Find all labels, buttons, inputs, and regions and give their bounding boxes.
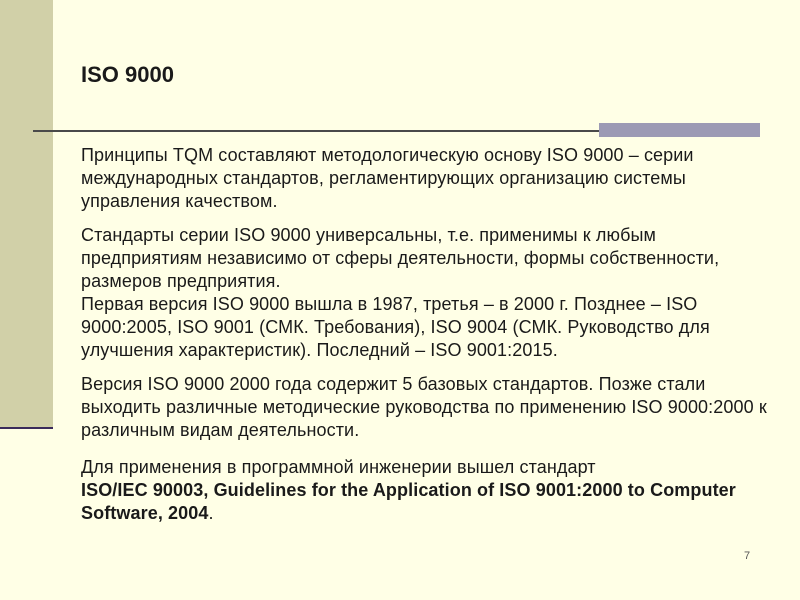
paragraph-standards-universal: Стандарты серии ISO 9000 универсальны, т.е. применимы к любым предприятиям независимо от сферы деятельности, формы собственности, размеров предприятия. xyxy=(81,225,720,291)
slide-title: ISO 9000 xyxy=(81,62,174,87)
title-divider-line xyxy=(33,130,599,132)
paragraph-tqm-principles: Принципы TQM составляют методологическую основу ISO 9000 – серии международных стандартов, регламентирующих организацию системы управления качеством. xyxy=(81,145,694,211)
software-standard-period: . xyxy=(208,503,214,523)
software-standard-name: ISO/IEC 90003, Guidelines for the Application of ISO 9001:2000 to Computer Software, 2004 xyxy=(81,480,736,523)
left-decorative-band xyxy=(0,0,53,427)
paragraph-versions-history: Первая версия ISO 9000 вышла в 1987, третья – в 2000 г. Позднее – ISO 9000:2005, ISO 9001 (СМК. Требования), ISO 9004 (СМК. Руководство для улучшения характеристик). Последний – ISO 9001:2015. xyxy=(81,294,710,360)
slide-number: 7 xyxy=(744,550,751,562)
left-band-divider xyxy=(0,427,53,429)
title-accent-block xyxy=(599,123,760,137)
paragraph-software-engineering xyxy=(81,456,771,525)
paragraph-version-2000: Версия ISO 9000 2000 года содержит 5 базовых стандартов. Позже стали выходить различные методические руководства по применению ISO 9000:2000 к различным видам деятельности. xyxy=(81,374,767,440)
software-standard-intro: Для применения в программной инженерии вышел стандарт xyxy=(81,457,596,477)
slide-body xyxy=(81,144,771,525)
